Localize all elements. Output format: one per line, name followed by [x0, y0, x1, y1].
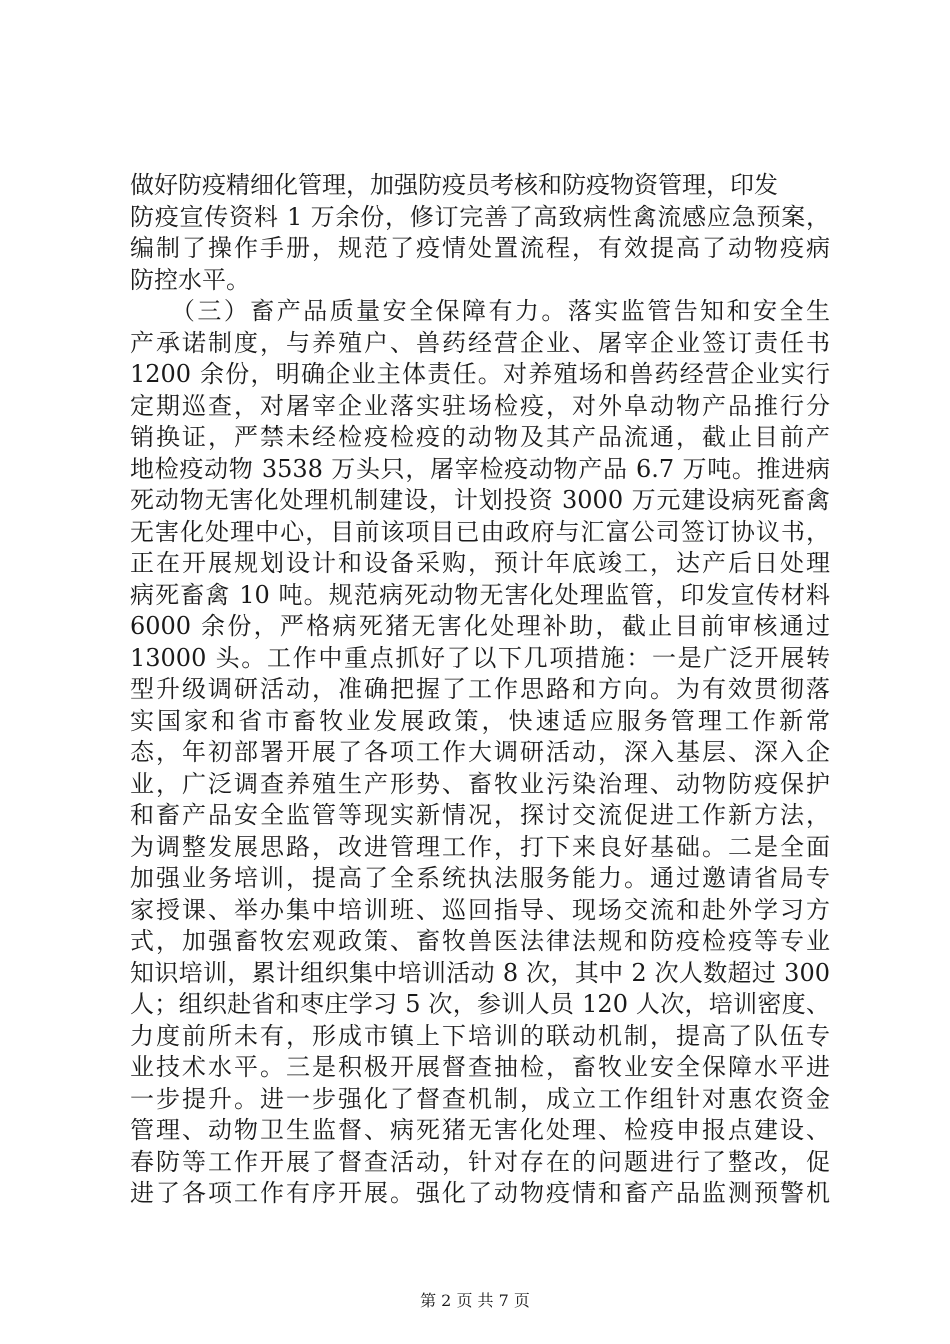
text-line: 和畜产品安全监管等现实新情况，探讨交流促进工作新方法， — [130, 801, 830, 829]
text-line: 做好防疫精细化管理，加强防疫员考核和防疫物资管理，印发 — [130, 171, 778, 199]
text-line: 一步提升。进一步强化了督查机制，成立工作组针对惠农资金 — [130, 1084, 830, 1113]
text-line: 业，广泛调查养殖生产形势、畜牧业污染治理、动物防疫保护 — [130, 769, 830, 798]
text-line: 地检疫动物 3538 万头只，屠宰检疫动物产品 6.7 万吨。推进病 — [130, 454, 830, 483]
text-line: （三）畜产品质量安全保障有力。落实监管告知和安全生 — [130, 297, 830, 325]
text-line: 态，年初部署开展了各项工作大调研活动，深入基层、深入企 — [130, 738, 830, 766]
text-line: 编制了操作手册，规范了疫情处置流程，有效提高了动物疫病 — [130, 234, 830, 262]
text-line: 销换证，严禁未经检疫检疫的动物及其产品流通，截止目前产 — [130, 423, 830, 451]
text-line: 力度前所未有，形成市镇上下培训的联动机制，提高了队伍专 — [130, 1021, 830, 1050]
text-line: 家授课、举办集中培训班、巡回指导、现场交流和赴外学习方 — [130, 895, 830, 924]
text-line: 防控水平。 — [130, 265, 250, 294]
text-line: 加强业务培训，提高了全系统执法服务能力。通过邀请省局专 — [130, 864, 830, 892]
text-line: 实国家和省市畜牧业发展政策，快速适应服务管理工作新常 — [130, 706, 830, 735]
text-line: 死动物无害化处理机制建设，计划投资 3000 万元建设病死畜禽 — [130, 486, 830, 514]
text-line: 业技术水平。三是积极开展督查抽检，畜牧业安全保障水平进 — [130, 1053, 830, 1081]
text-line: 13000 头。工作中重点抓好了以下几项措施：一是广泛开展转 — [130, 643, 830, 672]
text-line: 式，加强畜牧宏观政策、畜牧兽医法律法规和防疫检疫等专业 — [130, 927, 830, 955]
text-line: 正在开展规划设计和设备采购，预计年底竣工，达产后日处理 — [130, 549, 830, 577]
text-line: 进了各项工作有序开展。强化了动物疫情和畜产品监测预警机 — [130, 1179, 830, 1207]
text-line: 无害化处理中心，目前该项目已由政府与汇富公司签订协议书， — [130, 517, 830, 546]
body-text — [130, 170, 830, 1210]
text-line: 6000 余份，严格病死猪无害化处理补助，截止目前审核通过 — [130, 612, 830, 640]
text-line: 定期巡查，对屠宰企业落实驻场检疫，对外阜动物产品推行分 — [130, 391, 830, 420]
text-line: 知识培训，累计组织集中培训活动 8 次，其中 2 次人数超过 300 — [130, 958, 830, 987]
text-line: 1200 余份，明确企业主体责任。对养殖场和兽药经营企业实行 — [130, 360, 830, 388]
text-line: 人；组织赴省和枣庄学习 5 次，参训人员 120 人次，培训密度、 — [130, 990, 830, 1018]
text-line: 防疫宣传资料 1 万余份，修订完善了高致病性禽流感应急预案， — [130, 202, 830, 231]
text-line: 管理、动物卫生监督、病死猪无害化处理、检疫申报点建设、 — [130, 1116, 830, 1144]
page-number-footer: 第 2 页 共 7 页 — [420, 1291, 530, 1310]
text-line: 病死畜禽 10 吨。规范病死动物无害化处理监管，印发宣传材料 — [130, 580, 830, 609]
text-line: 为调整发展思路，改进管理工作，打下来良好基础。二是全面 — [130, 832, 830, 861]
text-line: 产承诺制度，与养殖户、兽药经营企业、屠宰企业签订责任书 — [130, 328, 830, 357]
text-line: 型升级调研活动，准确把握了工作思路和方向。为有效贯彻落 — [130, 675, 830, 703]
text-line: 春防等工作开展了督查活动，针对存在的问题进行了整改，促 — [130, 1147, 830, 1176]
